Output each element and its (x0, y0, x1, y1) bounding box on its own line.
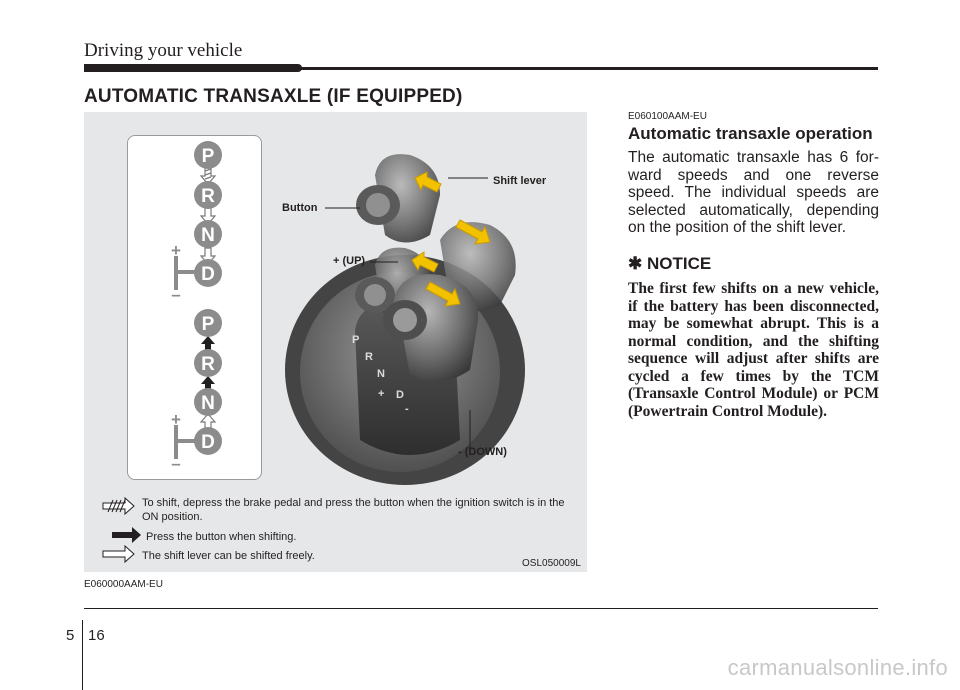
gear-letter: D (201, 432, 215, 453)
plus-sign: + (171, 241, 181, 260)
gate-label: N (377, 368, 385, 380)
shift-lever-illustration (285, 154, 525, 485)
subsection-title: Automatic transaxle operation (628, 124, 873, 143)
page-number: 16 (88, 627, 105, 644)
legend-outline-arrow-icon (103, 546, 134, 562)
section-code-right: E060100AAM-EU (628, 111, 707, 122)
figure-code: OSL050009L (522, 558, 581, 569)
gate-label: R (365, 351, 373, 363)
gear-letter: D (201, 264, 215, 285)
gate-label: + (378, 388, 385, 400)
page-header-title: Driving your vehicle (84, 40, 243, 61)
watermark: carmanualsonline.info (727, 655, 948, 680)
gate-label: D (396, 389, 404, 401)
legend-solid-text: Press the button when shifting. (146, 531, 297, 543)
callout-up: + (UP) (333, 255, 366, 267)
legend-solid-arrow-icon (112, 527, 141, 543)
notice-title: ✱ NOTICE (628, 254, 712, 273)
legend-hatched-arrow-icon (103, 498, 134, 514)
gear-letter: P (201, 314, 215, 335)
section-title: AUTOMATIC TRANSAXLE (IF EQUIPPED) (84, 86, 463, 107)
chapter-number: 5 (66, 627, 75, 644)
minus-sign: – (171, 285, 181, 304)
gear-letter: N (201, 393, 215, 414)
plus-sign: + (171, 410, 181, 429)
callout-shift-lever: Shift lever (493, 175, 547, 187)
body-paragraph: The automatic transaxle has 6 for-ward speeds and one reverse speed. The individual speeds are selected automatically, depending on the position of the shift lever. (628, 149, 879, 236)
gate-label: - (405, 403, 409, 415)
gear-letter: R (201, 354, 215, 375)
gear-letter: N (201, 225, 215, 246)
callout-button: Button (282, 202, 318, 214)
section-code-left: E060000AAM-EU (84, 579, 163, 590)
footer-divider (82, 620, 83, 690)
minus-sign: – (171, 454, 181, 473)
gear-letter: P (201, 146, 215, 167)
footer-rule (84, 608, 878, 609)
callout-down: - (DOWN) (458, 446, 507, 458)
legend-outline-text: The shift lever can be shifted freely. (142, 550, 315, 562)
gate-label: P (352, 334, 360, 346)
notice-body: The first few shifts on a new vehicle, if the battery has been disconnected, may be somewhat abrupt. This is a normal condition, and the shifting sequence will adjust after shifts are cycled a few times by the TCM (Transaxle Control Module) or PCM (Powertrain Control Module). (628, 280, 879, 420)
gear-letter: R (201, 186, 215, 207)
legend-hatched-text: To shift, depress the brake pedal and press the button when the ignition switch is in the ON position. (142, 497, 565, 523)
